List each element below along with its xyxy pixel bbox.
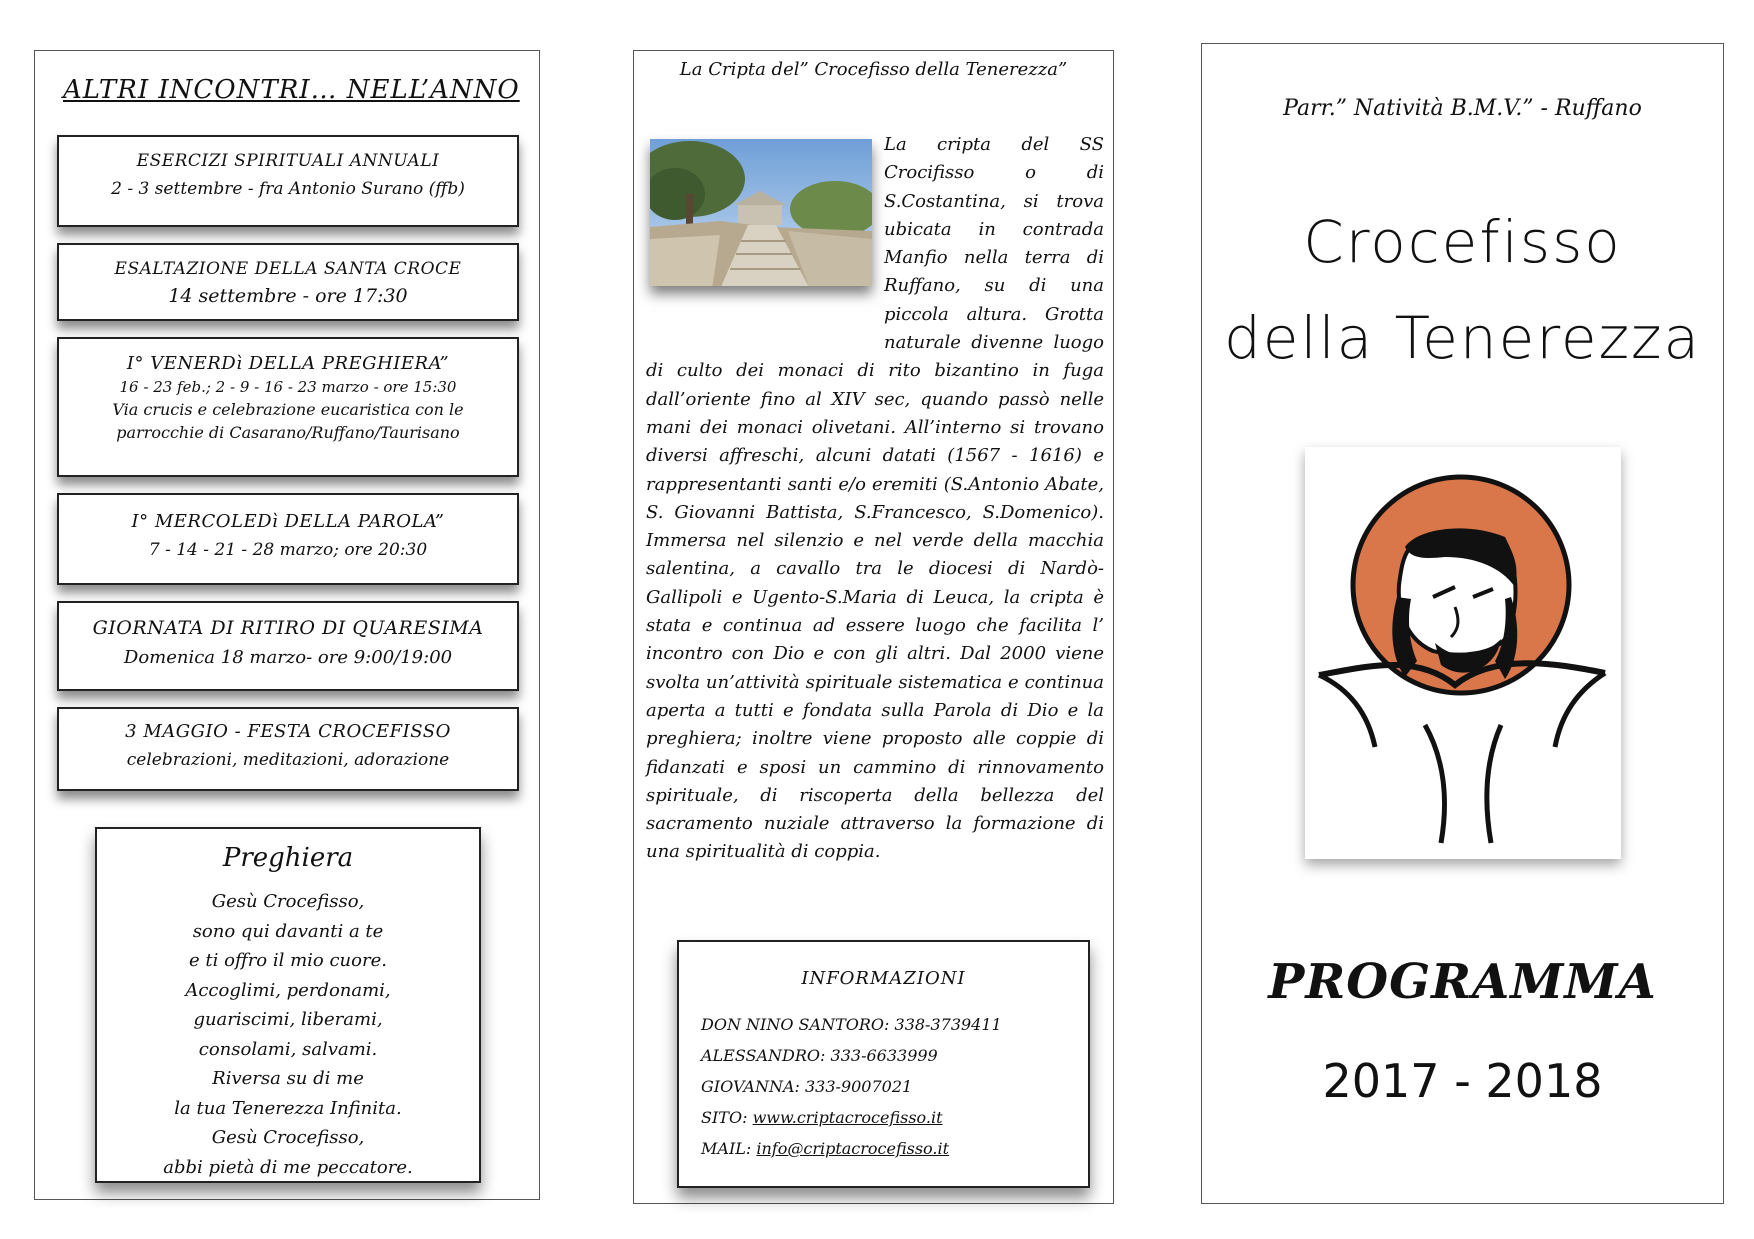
- main-title-line2: della Tenerezza: [1223, 304, 1702, 372]
- event-title: 3 MAGGIO - FESTA CROCEFISSO: [125, 721, 451, 742]
- info-label: DON NINO SANTORO:: [701, 1015, 890, 1034]
- program-years: 2017 - 2018: [1322, 1054, 1603, 1108]
- event-detail: Domenica 18 marzo- ore 9:00/19:00: [123, 647, 453, 668]
- info-rows: [701, 1009, 1088, 1164]
- info-label: GIOVANNA:: [701, 1077, 800, 1096]
- info-label: ALESSANDRO:: [701, 1046, 826, 1065]
- photo-spacer: [646, 131, 884, 335]
- info-phone: 333-9007021: [805, 1077, 913, 1096]
- middle-title: La Cripta del” Crocefisso della Tenerezza”: [679, 59, 1068, 80]
- info-box: [677, 940, 1090, 1188]
- event-box-mercoledi: [57, 493, 519, 585]
- info-row-giovanna: [701, 1071, 1088, 1102]
- info-row-site: [701, 1102, 1088, 1133]
- prayer-line: abbi pietà di me peccatore.: [163, 1156, 413, 1178]
- prayer-line: e ti offro il mio cuore.: [189, 950, 387, 971]
- event-detail: 16 - 23 feb.; 2 - 9 - 16 - 23 marzo - ore 15:30: [119, 378, 457, 396]
- info-label: MAIL:: [701, 1139, 752, 1158]
- main-title: [1202, 194, 1723, 386]
- crucifix-illustration: [1305, 447, 1621, 859]
- event-box-venerdi: [57, 337, 519, 477]
- event-box-ritiro: [57, 601, 519, 691]
- right-panel: [1201, 43, 1724, 1204]
- left-title: ALTRI INCONTRI… NELL’ANNO: [63, 75, 520, 105]
- prayer-line: Accoglimi, perdonami,: [185, 979, 391, 1001]
- event-detail: 7 - 14 - 21 - 28 marzo; ore 20:30: [148, 540, 428, 560]
- event-detail: celebrazioni, meditazioni, adorazione: [126, 750, 450, 770]
- info-title: INFORMAZIONI: [801, 968, 966, 989]
- prayer-line: consolami, salvami.: [198, 1038, 378, 1060]
- event-title: GIORNATA DI RITIRO DI QUARESIMA: [92, 617, 484, 639]
- prayer-line: Gesù Crocefisso,: [211, 1127, 365, 1148]
- info-row-mail: [701, 1133, 1088, 1164]
- crypt-description-text: La cripta del SS Crocifisso o di S.Costantina, si trova ubicata in contrada Manfio nella terra di Ruffano, su di una piccola altura. Grotta naturale divenne luogo di culto dei monaci di rito bizantino in fuga dall’oriente fino al XIV sec, quando passò nelle mani dei monaci olivetani. All’interno si trovano diversi affreschi, alcuni datati (1567 - 1616) e rappresentanti santi e/o eremiti (S.Antonio Abate, S. Giovanni Battista, S.Francesco, S.Domenico). Immersa nel silenzio e nel verde della macchia salentina, a cavallo tra le diocesi di Nardò-Gallipoli e Ugento-S.Maria di Leuca, la cripta è stata e continua ad essere luogo che facilita l’ incontro con Dio e con gli altri. Dal 2000 viene svolta un’attività spirituale sistematica e continua aperta a tutti e fondata sulla Parola di Dio e la preghiera; inoltre viene proposto alle coppie di fidanzati e sposi un cammino di rinnovamento spirituale, di riscoperta della bellezza del sacramento nuziale attraverso la formazione di una spiritualità di coppia.: [646, 134, 1104, 863]
- info-phone: 333-6633999: [830, 1046, 938, 1065]
- info-row-alessandro: [701, 1040, 1088, 1071]
- prayer-line: sono qui davanti a te: [192, 920, 384, 942]
- info-label: SITO:: [701, 1108, 748, 1127]
- event-detail: parrocchie di Casarano/Ruffano/Taurisano: [116, 423, 460, 442]
- info-phone: 338-3739411: [894, 1015, 1002, 1034]
- event-box-esaltazione: [57, 243, 519, 321]
- left-panel: [34, 50, 540, 1200]
- prayer-title: Preghiera: [222, 843, 354, 873]
- event-detail: Via crucis e celebrazione eucaristica con le: [112, 400, 464, 419]
- event-title: ESERCIZI SPIRITUALI ANNUALI: [136, 151, 440, 171]
- prayer-line: Riversa su di me: [212, 1068, 364, 1089]
- event-detail: 2 - 3 settembre - fra Antonio Surano (ffb): [111, 179, 465, 199]
- programma-heading: PROGRAMMA: [1268, 954, 1657, 1010]
- event-box-festa: [57, 707, 519, 791]
- parish-name: Parr.” Natività B.M.V.” - Ruffano: [1283, 96, 1642, 121]
- prayer-line: Gesù Crocefisso,: [211, 891, 365, 912]
- info-row-nino: [701, 1009, 1088, 1040]
- prayer-text: [97, 887, 479, 1182]
- middle-panel: [633, 50, 1114, 1204]
- event-box-esercizi: [57, 135, 519, 227]
- email-link[interactable]: info@criptacrocefisso.it: [756, 1139, 950, 1158]
- event-title: I° MERCOLEDì DELLA PAROLA”: [131, 511, 445, 532]
- main-title-line1: Crocefisso: [1303, 208, 1622, 276]
- event-title: ESALTAZIONE DELLA SANTA CROCE: [114, 259, 462, 279]
- crucifix-icon: [1305, 447, 1621, 859]
- prayer-line: guariscimi, liberami,: [193, 1009, 383, 1030]
- prayer-line: la tua Tenerezza Infinita.: [174, 1097, 402, 1119]
- website-link[interactable]: www.criptacrocefisso.it: [752, 1108, 943, 1127]
- event-title: I° VENERDì DELLA PREGHIERA”: [126, 353, 450, 374]
- event-detail: 14 settembre - ore 17:30: [168, 285, 408, 307]
- prayer-box: [95, 827, 481, 1183]
- crypt-description: [646, 131, 1104, 867]
